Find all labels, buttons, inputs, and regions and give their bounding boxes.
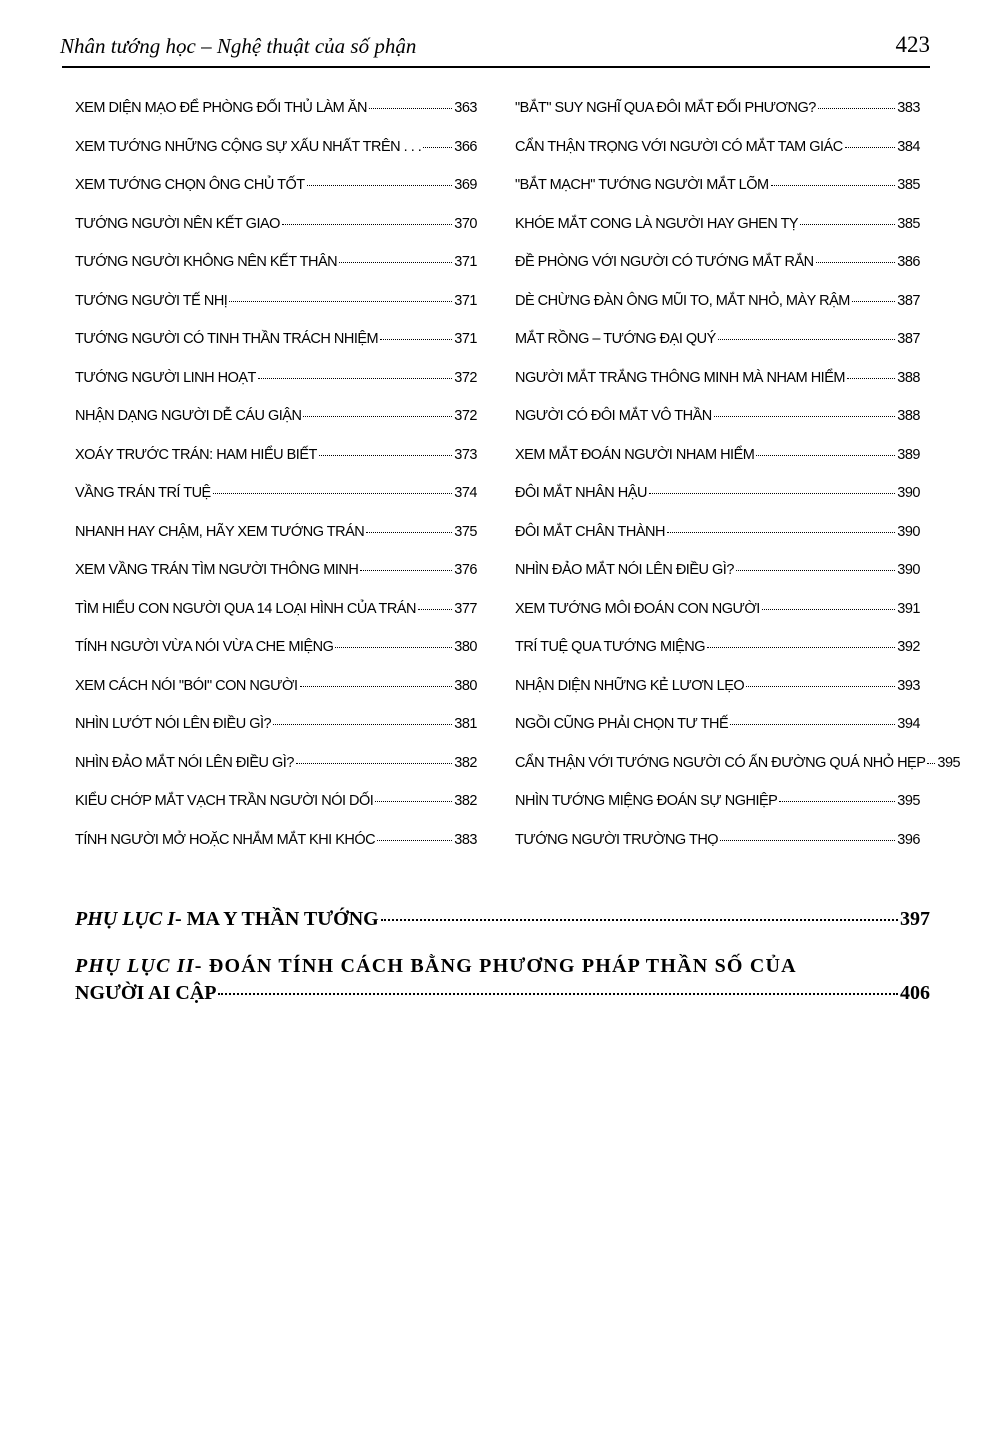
toc-entry-title: TƯỚNG NGƯỜI LINH HOẠT [75, 369, 256, 386]
running-title: Nhân tướng học – Nghệ thuật của số phận [60, 34, 417, 58]
toc-entry[interactable] [75, 832, 477, 871]
toc-entry-title: TÍNH NGƯỜI VỪA NÓI VỪA CHE MIỆNG [75, 639, 334, 655]
toc-entry[interactable] [75, 139, 477, 178]
toc-entry-page: 372 [454, 408, 477, 424]
dot-leader [380, 339, 452, 340]
toc-entry[interactable] [75, 331, 477, 370]
toc-entry[interactable] [75, 254, 477, 293]
appendix-1-label: PHỤ LỤC I [75, 908, 175, 930]
toc-entry-page: 387 [897, 331, 920, 347]
toc-entry[interactable] [515, 524, 920, 563]
toc-entry-title: CẨN THẬN TRỌNG VỚI NGƯỜI CÓ MẮT TAM GIÁC [515, 138, 843, 155]
toc-entry-page: 385 [897, 215, 920, 232]
toc-entry-title: TƯỚNG NGƯỜI NÊN KẾT GIAO [75, 215, 280, 232]
toc-entry[interactable] [515, 177, 920, 216]
toc-entry-page: 394 [897, 716, 920, 732]
toc-entry[interactable] [75, 485, 477, 524]
toc-entry[interactable] [75, 293, 477, 332]
toc-entry-page: 371 [454, 292, 477, 309]
toc-left-column [75, 100, 477, 870]
appendix-2-title-line1: - ĐOÁN TÍNH CÁCH BẰNG PHƯƠNG PHÁP THẦN SỐ CỦA [194, 955, 797, 977]
toc-right-column [515, 100, 961, 870]
toc-entry-title: TRÍ TUỆ QUA TƯỚNG MIỆNG [515, 639, 706, 655]
toc-entry[interactable] [515, 485, 920, 524]
toc-entry-title: XEM TƯỚNG MÔI ĐOÁN CON NGƯỜI [515, 600, 760, 617]
dot-leader [307, 185, 453, 186]
dot-leader [296, 763, 452, 764]
toc-entry-title: ĐÔI MẮT NHÂN HẬU [515, 485, 647, 501]
toc-entry-page: 373 [454, 446, 477, 463]
dot-leader [423, 147, 452, 148]
toc-entry-page: 386 [897, 254, 920, 270]
toc-entry[interactable] [515, 754, 961, 794]
toc-entry[interactable] [515, 716, 920, 755]
dot-leader [339, 262, 452, 263]
toc-entry[interactable] [75, 370, 477, 409]
toc-entry[interactable] [515, 408, 920, 447]
toc-entry-page: 395 [937, 754, 961, 771]
toc-entry-page: 383 [897, 100, 920, 116]
toc-entry[interactable] [515, 216, 920, 255]
toc-entry-title: VẦNG TRÁN TRÍ TUỆ [75, 485, 211, 501]
toc-entry[interactable] [515, 639, 920, 678]
dot-leader [707, 647, 895, 648]
toc-entry-page: 376 [454, 562, 477, 578]
toc-entry-title: TÍNH NGƯỜI MỞ HOẶC NHẮM MẮT KHI KHÓC [75, 831, 376, 848]
dot-leader [847, 378, 895, 379]
dot-leader [258, 378, 452, 379]
toc-entry-title: MẮT RỒNG – TƯỚNG ĐẠI QUÝ [515, 331, 716, 347]
dot-leader [649, 493, 895, 494]
toc-entry[interactable] [515, 100, 920, 139]
toc-entry-page: 391 [897, 600, 920, 617]
dot-leader [927, 763, 935, 764]
dot-leader [300, 686, 453, 687]
toc-entry-page: 380 [454, 639, 477, 655]
toc-entry-page: 377 [454, 600, 477, 617]
toc-entry-title: ĐỀ PHÒNG VỚI NGƯỜI CÓ TƯỚNG MẮT RẮN [515, 254, 814, 270]
toc-entry[interactable] [75, 447, 477, 486]
appendix-2-entry[interactable] [75, 955, 930, 1005]
page-header [60, 28, 930, 64]
appendix-2-page: 406 [900, 982, 930, 1004]
toc-entry-title: NGƯỜI MẮT TRẮNG THÔNG MINH MÀ NHAM HIỂM [515, 369, 845, 386]
dot-leader [360, 570, 452, 571]
toc-entry[interactable] [515, 678, 920, 717]
appendix-1-page: 397 [900, 908, 930, 930]
dot-leader [762, 609, 895, 610]
toc-entry-title: XEM DIỆN MẠO ĐỂ PHÒNG ĐỐI THỦ LÀM ĂN [75, 100, 367, 116]
toc-entry[interactable] [515, 254, 920, 293]
toc-entry-page: 369 [454, 177, 477, 193]
toc-entry-title: NHÌN ĐẢO MẮT NÓI LÊN ĐIỀU GÌ? [75, 754, 294, 771]
toc-entry-title: NHÌN TƯỚNG MIỆNG ĐOÁN SỰ NGHIỆP [515, 793, 778, 809]
toc-entry-page: 382 [454, 793, 477, 809]
toc-entry-page: 390 [897, 562, 920, 578]
toc-entry-page: 375 [454, 523, 477, 540]
toc-entry[interactable] [75, 716, 477, 755]
toc-entry-title: CẨN THẬN VỚI TƯỚNG NGƯỜI CÓ ẤN ĐƯỜNG QUÁ NHỎ HẸP [515, 754, 926, 771]
dot-leader [746, 686, 895, 687]
dot-leader [756, 455, 895, 456]
toc-entry-title: NHẬN DẠNG NGƯỜI DỄ CÁU GIẬN [75, 408, 302, 424]
toc-entry-title: XEM VẦNG TRÁN TÌM NGƯỜI THÔNG MINH [75, 562, 359, 578]
toc-entry-title: TƯỚNG NGƯỜI CÓ TINH THẦN TRÁCH NHIỆM [75, 331, 379, 347]
page-number: 423 [895, 32, 930, 57]
dot-leader [845, 147, 896, 148]
toc-entry-page: 372 [454, 369, 477, 386]
dot-leader [319, 455, 452, 456]
toc-entry-title: ĐÔI MẮT CHÂN THÀNH [515, 523, 665, 540]
toc-entry-page: 371 [454, 331, 477, 347]
dot-leader [377, 840, 452, 841]
toc-entry[interactable] [515, 601, 920, 640]
toc-entry-title: NHẬN DIỆN NHỮNG KẺ LƯƠN LẸO [515, 677, 745, 694]
dot-leader [282, 224, 452, 225]
toc-entry[interactable] [75, 177, 477, 216]
toc-entry-title: NGƯỜI CÓ ĐÔI MẮT VÔ THẦN [515, 408, 712, 424]
dot-leader [714, 416, 896, 417]
toc-entry-title: NGỒI CŨNG PHẢI CHỌN TƯ THẾ [515, 716, 729, 732]
appendix-2-label: PHỤ LỤC II [75, 955, 195, 977]
toc-entry[interactable] [515, 562, 920, 601]
toc-entry-page: 366 [454, 138, 477, 155]
toc-entry-title: XOÁY TRƯỚC TRÁN: HAM HIỂU BIẾT [75, 446, 317, 463]
dot-leader [229, 301, 452, 302]
dot-leader [779, 801, 895, 802]
toc-entry[interactable] [75, 524, 477, 563]
toc-entry-title: "BẮT" SUY NGHĨ QUA ĐÔI MẮT ĐỐI PHƯƠNG? [515, 100, 816, 116]
dot-leader [213, 493, 453, 494]
dot-leader [818, 108, 896, 109]
toc-entry-page: 370 [454, 215, 477, 232]
dot-leader [218, 993, 898, 995]
toc-entry[interactable] [75, 216, 477, 255]
toc-entry-title: DÈ CHỪNG ĐÀN ÔNG MŨI TO, MẮT NHỎ, MÀY RẬM [515, 292, 850, 309]
toc-entry-page: 381 [454, 716, 477, 732]
toc-entry-title: NHÌN ĐẢO MẮT NÓI LÊN ĐIỀU GÌ? [515, 562, 734, 578]
toc-entry-page: 387 [897, 292, 920, 309]
toc-entry-title: KHÓE MẮT CONG LÀ NGƯỜI HAY GHEN TỴ [515, 215, 799, 232]
dot-leader [375, 801, 452, 802]
toc-entry[interactable] [75, 562, 477, 601]
toc-entry-page: 371 [454, 254, 477, 270]
toc-entry-page: 389 [897, 446, 920, 463]
dot-leader [366, 532, 452, 533]
toc-entry-page: 392 [897, 639, 920, 655]
dot-leader [381, 919, 898, 921]
toc-entry[interactable] [75, 755, 477, 794]
toc-entry-title: "BẮT MẠCH" TƯỚNG NGƯỜI MẮT LÕM [515, 177, 769, 193]
dot-leader [771, 185, 896, 186]
toc-entry-page: 383 [454, 831, 477, 848]
toc-entry[interactable] [515, 139, 920, 178]
toc-entry-title: XEM CÁCH NÓI "BÓI" CON NGƯỜI [75, 677, 298, 694]
toc-entry-title: KIỂU CHỚP MẮT VẠCH TRẦN NGƯỜI NÓI DỐI [75, 793, 374, 809]
toc-entry-page: 385 [897, 177, 920, 193]
dot-leader [369, 108, 452, 109]
toc-entry-title: TƯỚNG NGƯỜI TRƯỜNG THỌ [515, 831, 719, 848]
toc-entry[interactable] [515, 447, 920, 486]
toc-entry[interactable] [75, 639, 477, 678]
toc-entry-title: TƯỚNG NGƯỜI TẾ NHỊ [75, 292, 228, 309]
dot-leader [730, 724, 895, 725]
toc-entry[interactable] [75, 678, 477, 717]
toc-entry[interactable] [75, 408, 477, 447]
toc-entry-page: 374 [454, 485, 477, 501]
toc-entry-title: XEM TƯỚNG CHỌN ÔNG CHỦ TỐT [75, 177, 305, 193]
toc-entry[interactable] [75, 601, 477, 640]
toc-entry-title: NHÌN LƯỚT NÓI LÊN ĐIỀU GÌ? [75, 716, 272, 732]
toc-entry-page: 393 [897, 677, 920, 694]
toc-entry-title: XEM MẮT ĐOÁN NGƯỜI NHAM HIỂM [515, 446, 755, 463]
toc-entry-page: 384 [897, 138, 920, 155]
dot-leader [736, 570, 895, 571]
header-rule [62, 66, 930, 68]
toc-entry-page: 395 [897, 793, 920, 809]
toc-entry[interactable] [515, 293, 920, 332]
toc-entry[interactable] [75, 793, 477, 832]
toc-entry[interactable] [515, 331, 920, 370]
toc-entry-page: 363 [454, 100, 477, 116]
toc-entry[interactable] [75, 100, 477, 139]
toc-entry[interactable] [515, 832, 920, 871]
dot-leader [800, 224, 895, 225]
toc-entry[interactable] [515, 370, 920, 409]
dot-leader [816, 262, 896, 263]
appendix-1-title: - MA Y THẦN TƯỚNG [175, 908, 379, 930]
toc-entry[interactable] [515, 793, 920, 832]
dot-leader [418, 609, 452, 610]
toc-entry-page: 396 [897, 831, 920, 848]
toc-entry-title: NHANH HAY CHẬM, HÃY XEM TƯỚNG TRÁN [75, 523, 365, 540]
dot-leader [718, 339, 895, 340]
toc-entry-page: 390 [897, 523, 920, 540]
toc-entry-page: 388 [897, 369, 920, 386]
toc-entry-page: 388 [897, 408, 920, 424]
dot-leader [667, 532, 895, 533]
dot-leader [273, 724, 452, 725]
dot-leader [720, 840, 895, 841]
toc-entry-page: 380 [454, 677, 477, 694]
toc-entry-title: TƯỚNG NGƯỜI KHÔNG NÊN KẾT THÂN [75, 254, 338, 270]
toc-entry-title: TÌM HIỂU CON NGƯỜI QUA 14 LOẠI HÌNH CỦA TRÁN [75, 600, 416, 617]
appendix-1-entry[interactable] [75, 908, 930, 931]
toc-entry-page: 382 [454, 754, 477, 771]
dot-leader [303, 416, 452, 417]
toc-entry-title: XEM TƯỚNG NHỮNG CỘNG SỰ XẤU NHẤT TRÊN . . . [75, 138, 422, 155]
appendix-2-title-line2: NGƯỜI AI CẬP [75, 982, 217, 1004]
dot-leader [852, 301, 895, 302]
toc-entry-page: 390 [897, 485, 920, 501]
dot-leader [335, 647, 452, 648]
